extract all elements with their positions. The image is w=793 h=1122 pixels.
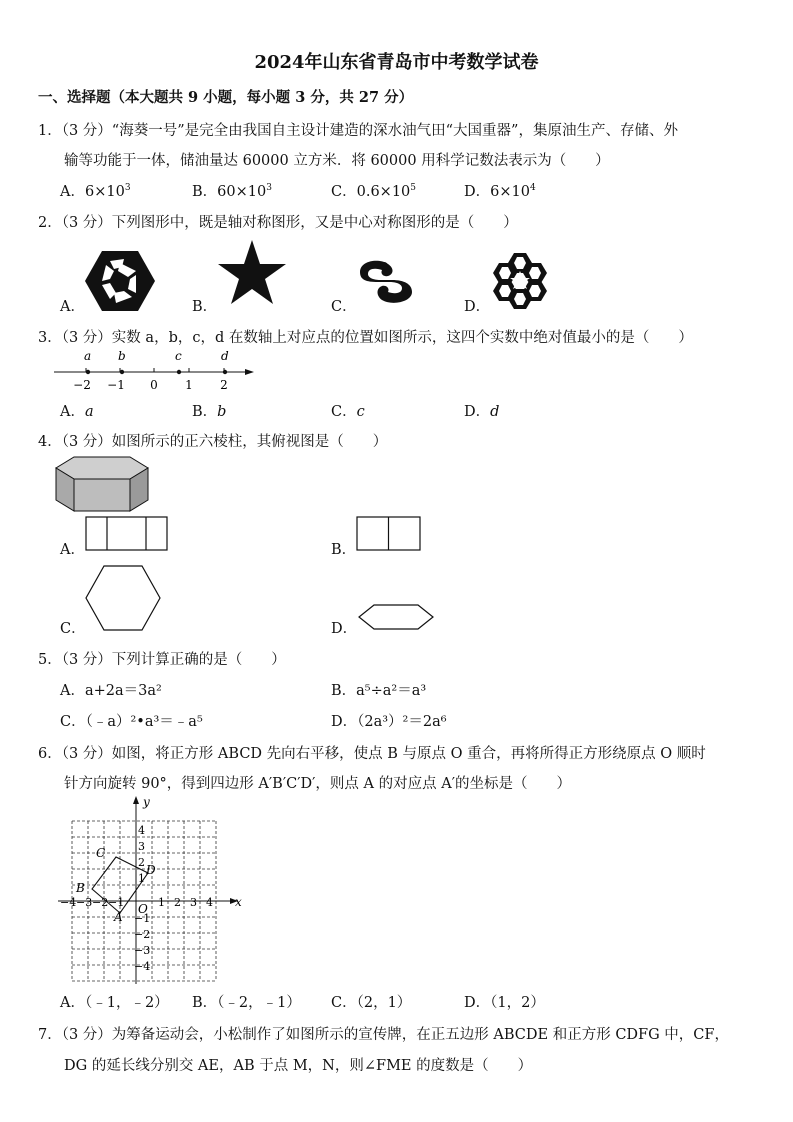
point-b-label: B: [76, 881, 85, 895]
label-d: d: [221, 349, 229, 363]
q2-star-figure: [216, 238, 288, 308]
tick-1: 1: [185, 378, 193, 392]
q5-option-a[interactable]: A．a+2a＝3a²: [60, 683, 162, 699]
page-title: 2024年山东省青岛市中考数学试卷: [254, 52, 539, 73]
question-1-line-1: 1．（3 分）“海葵一号”是完全由我国自主设计建造的深水油气田“大国重器”，集原油生产、存储、外: [38, 123, 678, 139]
q1-option-d[interactable]: D．$6\times 10^4$: [464, 183, 536, 200]
question-7-line-1: 7．（3 分）为筹备运动会，小松制作了如图所示的宣传牌，在正五边形 ABCDE 和正方形 CDFG 中，CF，: [38, 1027, 729, 1043]
tick-2: 2: [220, 378, 228, 392]
q1-option-a[interactable]: A．$6\times 10^3$: [60, 183, 131, 200]
question-5-line-1: 5．（3 分）下列计算正确的是（ ）: [38, 652, 286, 668]
q2-hexagon-flower-figure: [490, 252, 550, 310]
point-d: [223, 370, 227, 374]
q2-hexagon-swirl-figure: [84, 249, 156, 313]
y-axis-label: y: [143, 795, 150, 809]
point-a-label: A: [114, 910, 123, 924]
question-3-line-1: 3．（3 分）实数 a，b，c，d 在数轴上对应点的位置如图所示，这四个实数中绝对值最小的是（ ）: [38, 330, 693, 346]
x-tick--4: −4: [60, 896, 77, 909]
tick-0: 0: [150, 378, 158, 392]
question-2-line-1: 2．（3 分）下列图形中，既是轴对称图形，又是中心对称图形的是（ ）: [38, 215, 518, 231]
q6-coordinate-grid: [54, 794, 254, 984]
y-tick-4: 4: [138, 824, 145, 837]
q3-number-line: [50, 346, 260, 392]
y-tick-2: 2: [138, 856, 145, 869]
y-tick--2: −2: [134, 928, 151, 941]
x-tick--2: −2: [92, 896, 109, 909]
tick-minus-1: −1: [107, 378, 125, 392]
x-tick-4: 4: [206, 896, 213, 909]
q2-option-d-label[interactable]: D．: [464, 299, 491, 315]
question-6-line-2: 针方向旋转 90°，得到四边形 A′B′C′D′，则点 A 的对应点 A′的坐标是（ ）: [64, 776, 571, 792]
tick-minus-2: −2: [73, 378, 91, 392]
y-tick-3: 3: [138, 840, 145, 853]
point-d-label: D: [146, 863, 156, 877]
x-tick-3: 3: [190, 896, 197, 909]
q6-option-d[interactable]: D．（1，2）: [464, 995, 545, 1011]
q5-option-b[interactable]: B．a⁵÷a²＝a³: [331, 683, 427, 699]
q4-option-d-figure: [356, 603, 436, 631]
y-tick--3: −3: [134, 944, 151, 957]
q2-option-b-label[interactable]: B．: [192, 299, 218, 315]
q1-option-c[interactable]: C．$0.6\times 10^5$: [331, 183, 417, 200]
q4-option-a-label[interactable]: A．: [60, 542, 85, 558]
q3-option-a[interactable]: A．a: [60, 404, 94, 420]
q4-hexagonal-prism-figure: [52, 455, 152, 517]
point-b: [120, 370, 124, 374]
q5-option-d[interactable]: D．（2a³）²＝2a⁶: [331, 714, 447, 730]
x-axis-label: x: [235, 895, 242, 909]
q5-option-c[interactable]: C．（﹣a）²•a³＝﹣a⁵: [60, 714, 203, 730]
q2-option-a-label[interactable]: A．: [60, 299, 85, 315]
q4-option-d-label[interactable]: D．: [331, 621, 358, 637]
label-c: c: [175, 349, 182, 363]
question-4-line-1: 4．（3 分）如图所示的正六棱柱，其俯视图是（ ）: [38, 434, 388, 450]
q4-option-a-figure: [85, 516, 169, 554]
label-b: b: [118, 349, 126, 363]
x-tick-1: 1: [158, 896, 165, 909]
q2-cloud-swirl-figure: [354, 254, 416, 308]
question-1-line-2: 输等功能于一体，储油量达 60000 立方米．将 60000 用科学记数法表示为（ ）: [64, 153, 610, 169]
q4-option-b-label[interactable]: B．: [331, 542, 357, 558]
x-tick--1: −1: [108, 896, 125, 909]
y-axis-arrow: [133, 796, 139, 804]
question-7-line-2: DG 的延长线分别交 AE，AB 于点 M，N，则∠FME 的度数是（ ）: [64, 1058, 533, 1074]
q6-option-c[interactable]: C．（2，1）: [331, 995, 412, 1011]
question-6-line-1: 6．（3 分）如图，将正方形 ABCD 先向右平移，使点 B 与原点 O 重合，再将所得正方形绕原点 O 顺时: [38, 746, 706, 762]
q4-option-b-figure: [356, 516, 422, 554]
q4-option-c-label[interactable]: C．: [60, 621, 86, 637]
label-a: a: [84, 349, 92, 363]
y-tick--4: −4: [134, 960, 151, 973]
section-heading: 一、选择题（本大题共 9 小题，每小题 3 分，共 27 分）: [38, 89, 414, 106]
point-a: [86, 370, 90, 374]
y-tick--1: −1: [134, 912, 151, 925]
number-line-arrow: [245, 369, 254, 375]
x-tick--3: −3: [76, 896, 93, 909]
q3-option-b[interactable]: B．b: [192, 404, 227, 420]
q3-option-d[interactable]: D．d: [464, 404, 500, 420]
origin-label: O: [138, 902, 148, 916]
q6-option-b[interactable]: B．（﹣2，﹣1）: [192, 995, 301, 1011]
q4-option-c-figure: [84, 564, 162, 632]
q2-option-c-label[interactable]: C．: [331, 299, 357, 315]
x-tick-2: 2: [174, 896, 181, 909]
point-c: [177, 370, 181, 374]
q3-option-c[interactable]: C．c: [331, 404, 365, 420]
q1-option-b[interactable]: B．$60\times 10^3$: [192, 183, 272, 200]
point-c-label: C: [96, 846, 106, 860]
q6-option-a[interactable]: A．（﹣1，﹣2）: [60, 995, 169, 1011]
y-tick-1: 1: [138, 872, 145, 885]
